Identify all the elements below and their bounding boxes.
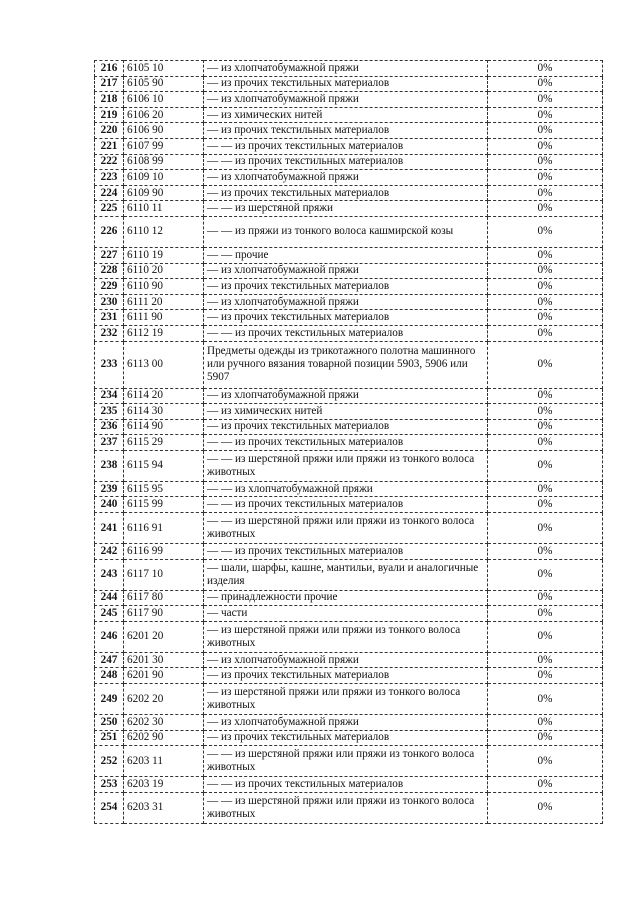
row-number: 219 — [95, 107, 124, 123]
commodity-description: — — из шерстяной пряжи — [204, 201, 488, 217]
table-row — [95, 341, 603, 388]
commodity-description: — — из прочих текстильных материалов — [204, 544, 488, 560]
row-number: 228 — [95, 263, 124, 279]
table-row — [95, 559, 603, 590]
commodity-code: 6105 90 — [124, 76, 204, 92]
commodity-code: 6106 20 — [124, 107, 204, 123]
commodity-description: — из шерстяной пряжи или пряжи из тонкого волоса животных — [204, 621, 488, 652]
commodity-code: 6201 90 — [124, 668, 204, 684]
table-row — [95, 404, 603, 420]
duty-rate: 0% — [488, 715, 603, 731]
commodity-description: — — из хлопчатобумажной пряжи — [204, 481, 488, 497]
commodity-code: 6115 99 — [124, 497, 204, 513]
duty-rate: 0% — [488, 170, 603, 186]
table-row — [95, 435, 603, 451]
duty-rate: 0% — [488, 294, 603, 310]
row-number: 224 — [95, 185, 124, 201]
duty-rate: 0% — [488, 92, 603, 108]
table-row — [95, 170, 603, 186]
commodity-code: 6112 19 — [124, 325, 204, 341]
row-number: 216 — [95, 61, 124, 77]
commodity-code: 6111 90 — [124, 310, 204, 326]
row-number: 233 — [95, 341, 124, 388]
row-number: 221 — [95, 138, 124, 154]
table-row — [95, 481, 603, 497]
commodity-code: 6201 30 — [124, 652, 204, 668]
commodity-code: 6117 90 — [124, 606, 204, 622]
commodity-code: 6203 11 — [124, 746, 204, 777]
table-row — [95, 792, 603, 823]
duty-rate: 0% — [488, 310, 603, 326]
duty-rate: 0% — [488, 123, 603, 139]
commodity-description: — из хлопчатобумажной пряжи — [204, 61, 488, 77]
commodity-code: 6106 10 — [124, 92, 204, 108]
row-number: 230 — [95, 294, 124, 310]
commodity-code: 6106 90 — [124, 123, 204, 139]
commodity-description: — из химических нитей — [204, 107, 488, 123]
commodity-code: 6110 19 — [124, 247, 204, 263]
row-number: 248 — [95, 668, 124, 684]
commodity-description: — части — [204, 606, 488, 622]
duty-rate: 0% — [488, 513, 603, 544]
commodity-code: 6107 99 — [124, 138, 204, 154]
table-row — [95, 544, 603, 560]
table-row — [95, 185, 603, 201]
duty-rate: 0% — [488, 606, 603, 622]
commodity-description: — — из прочих текстильных материалов — [204, 325, 488, 341]
commodity-description: — из хлопчатобумажной пряжи — [204, 263, 488, 279]
duty-rate: 0% — [488, 247, 603, 263]
commodity-description: — — из пряжи из тонкого волоса кашмирской козы — [204, 216, 488, 247]
row-number: 247 — [95, 652, 124, 668]
table-row — [95, 419, 603, 435]
duty-rate: 0% — [488, 497, 603, 513]
commodity-code: 6114 20 — [124, 388, 204, 404]
duty-rate: 0% — [488, 404, 603, 420]
row-number: 249 — [95, 684, 124, 715]
commodity-description: — — из шерстяной пряжи или пряжи из тонкого волоса животных — [204, 450, 488, 481]
table-row — [95, 777, 603, 793]
row-number: 236 — [95, 419, 124, 435]
duty-rate: 0% — [488, 777, 603, 793]
commodity-description: — из хлопчатобумажной пряжи — [204, 388, 488, 404]
duty-rate: 0% — [488, 544, 603, 560]
row-number: 225 — [95, 201, 124, 217]
table-row — [95, 388, 603, 404]
commodity-code: 6110 90 — [124, 279, 204, 295]
commodity-description: — из прочих текстильных материалов — [204, 123, 488, 139]
table-row — [95, 325, 603, 341]
commodity-code: 6203 19 — [124, 777, 204, 793]
row-number: 226 — [95, 216, 124, 247]
duty-rate: 0% — [488, 216, 603, 247]
commodity-description: — из хлопчатобумажной пряжи — [204, 715, 488, 731]
duty-rate: 0% — [488, 730, 603, 746]
commodity-description: — из шерстяной пряжи или пряжи из тонкого волоса животных — [204, 684, 488, 715]
duty-rate: 0% — [488, 279, 603, 295]
duty-rate: 0% — [488, 435, 603, 451]
commodity-description: — — из прочих текстильных материалов — [204, 497, 488, 513]
commodity-description: Предметы одежды из трикотажного полотна машинного или ручного вязания товарной позиции 5903, 5906 или 5907 — [204, 341, 488, 388]
duty-rate: 0% — [488, 107, 603, 123]
table-row — [95, 247, 603, 263]
row-number: 235 — [95, 404, 124, 420]
table-row — [95, 201, 603, 217]
row-number: 220 — [95, 123, 124, 139]
commodity-description: — шали, шарфы, кашне, мантильи, вуали и аналогичные изделия — [204, 559, 488, 590]
table-row — [95, 279, 603, 295]
commodity-code: 6105 10 — [124, 61, 204, 77]
duty-rate: 0% — [488, 263, 603, 279]
duty-rate: 0% — [488, 185, 603, 201]
row-number: 237 — [95, 435, 124, 451]
commodity-description: — — из прочих текстильных материалов — [204, 777, 488, 793]
commodity-description: — из прочих текстильных материалов — [204, 76, 488, 92]
row-number: 253 — [95, 777, 124, 793]
table-row — [95, 497, 603, 513]
table-row — [95, 746, 603, 777]
commodity-description: — — из шерстяной пряжи или пряжи из тонкого волоса животных — [204, 792, 488, 823]
row-number: 217 — [95, 76, 124, 92]
row-number: 231 — [95, 310, 124, 326]
duty-rate: 0% — [488, 559, 603, 590]
table-row — [95, 76, 603, 92]
row-number: 245 — [95, 606, 124, 622]
row-number: 229 — [95, 279, 124, 295]
commodity-code: 6115 29 — [124, 435, 204, 451]
duty-rate: 0% — [488, 684, 603, 715]
table-row — [95, 154, 603, 170]
commodity-description: — — прочие — [204, 247, 488, 263]
table-row — [95, 294, 603, 310]
commodity-description: — из хлопчатобумажной пряжи — [204, 170, 488, 186]
commodity-description: — из хлопчатобумажной пряжи — [204, 294, 488, 310]
commodity-code: 6202 20 — [124, 684, 204, 715]
row-number: 223 — [95, 170, 124, 186]
commodity-code: 6109 10 — [124, 170, 204, 186]
table-row — [95, 138, 603, 154]
commodity-code: 6202 30 — [124, 715, 204, 731]
commodity-code: 6116 99 — [124, 544, 204, 560]
row-number: 240 — [95, 497, 124, 513]
commodity-description: — из прочих текстильных материалов — [204, 419, 488, 435]
commodity-description: — из химических нитей — [204, 404, 488, 420]
table-row — [95, 590, 603, 606]
duty-rate: 0% — [488, 746, 603, 777]
row-number: 218 — [95, 92, 124, 108]
duty-rate: 0% — [488, 621, 603, 652]
table-row — [95, 263, 603, 279]
commodity-code: 6203 31 — [124, 792, 204, 823]
commodity-description: — из прочих текстильных материалов — [204, 279, 488, 295]
row-number: 251 — [95, 730, 124, 746]
row-number: 239 — [95, 481, 124, 497]
commodity-description: — из хлопчатобумажной пряжи — [204, 92, 488, 108]
commodity-description: — из прочих текстильных материалов — [204, 668, 488, 684]
commodity-description: — — из прочих текстильных материалов — [204, 154, 488, 170]
commodity-code: 6115 94 — [124, 450, 204, 481]
commodity-code: 6113 00 — [124, 341, 204, 388]
row-number: 234 — [95, 388, 124, 404]
duty-rate: 0% — [488, 341, 603, 388]
commodity-code: 6110 12 — [124, 216, 204, 247]
duty-rate: 0% — [488, 481, 603, 497]
duty-rate: 0% — [488, 792, 603, 823]
tariff-table-body — [95, 61, 603, 824]
duty-rate: 0% — [488, 76, 603, 92]
duty-rate: 0% — [488, 419, 603, 435]
row-number: 244 — [95, 590, 124, 606]
row-number: 254 — [95, 792, 124, 823]
commodity-description: — принадлежности прочие — [204, 590, 488, 606]
row-number: 227 — [95, 247, 124, 263]
table-row — [95, 123, 603, 139]
commodity-description: — — из прочих текстильных материалов — [204, 435, 488, 451]
table-row — [95, 450, 603, 481]
table-row — [95, 310, 603, 326]
table-row — [95, 668, 603, 684]
row-number: 243 — [95, 559, 124, 590]
table-row — [95, 621, 603, 652]
table-row — [95, 606, 603, 622]
row-number: 242 — [95, 544, 124, 560]
duty-rate: 0% — [488, 138, 603, 154]
commodity-description: — из хлопчатобумажной пряжи — [204, 652, 488, 668]
commodity-description: — из прочих текстильных материалов — [204, 310, 488, 326]
commodity-code: 6117 10 — [124, 559, 204, 590]
duty-rate: 0% — [488, 668, 603, 684]
duty-rate: 0% — [488, 61, 603, 77]
duty-rate: 0% — [488, 388, 603, 404]
row-number: 252 — [95, 746, 124, 777]
commodity-code: 6114 30 — [124, 404, 204, 420]
commodity-description: — — из шерстяной пряжи или пряжи из тонкого волоса животных — [204, 746, 488, 777]
table-row — [95, 715, 603, 731]
table-row — [95, 92, 603, 108]
commodity-code: 6115 95 — [124, 481, 204, 497]
commodity-code: 6111 20 — [124, 294, 204, 310]
row-number: 232 — [95, 325, 124, 341]
duty-rate: 0% — [488, 201, 603, 217]
table-row — [95, 216, 603, 247]
duty-rate: 0% — [488, 590, 603, 606]
table-row — [95, 652, 603, 668]
duty-rate: 0% — [488, 325, 603, 341]
commodity-description: — из прочих текстильных материалов — [204, 730, 488, 746]
table-row — [95, 107, 603, 123]
commodity-code: 6202 90 — [124, 730, 204, 746]
row-number: 246 — [95, 621, 124, 652]
commodity-code: 6116 91 — [124, 513, 204, 544]
commodity-code: 6110 11 — [124, 201, 204, 217]
table-row — [95, 684, 603, 715]
duty-rate: 0% — [488, 652, 603, 668]
row-number: 250 — [95, 715, 124, 731]
commodity-code: 6110 20 — [124, 263, 204, 279]
table-row — [95, 61, 603, 77]
commodity-description: — — из прочих текстильных материалов — [204, 138, 488, 154]
row-number: 241 — [95, 513, 124, 544]
duty-rate: 0% — [488, 450, 603, 481]
commodity-code: 6201 20 — [124, 621, 204, 652]
duty-rate: 0% — [488, 154, 603, 170]
table-row — [95, 513, 603, 544]
commodity-code: 6114 90 — [124, 419, 204, 435]
row-number: 222 — [95, 154, 124, 170]
commodity-description: — — из шерстяной пряжи или пряжи из тонкого волоса животных — [204, 513, 488, 544]
commodity-description: — из прочих текстильных материалов — [204, 185, 488, 201]
commodity-code: 6109 90 — [124, 185, 204, 201]
row-number: 238 — [95, 450, 124, 481]
commodity-code: 6117 80 — [124, 590, 204, 606]
table-row — [95, 730, 603, 746]
commodity-code: 6108 99 — [124, 154, 204, 170]
tariff-table — [94, 60, 603, 824]
